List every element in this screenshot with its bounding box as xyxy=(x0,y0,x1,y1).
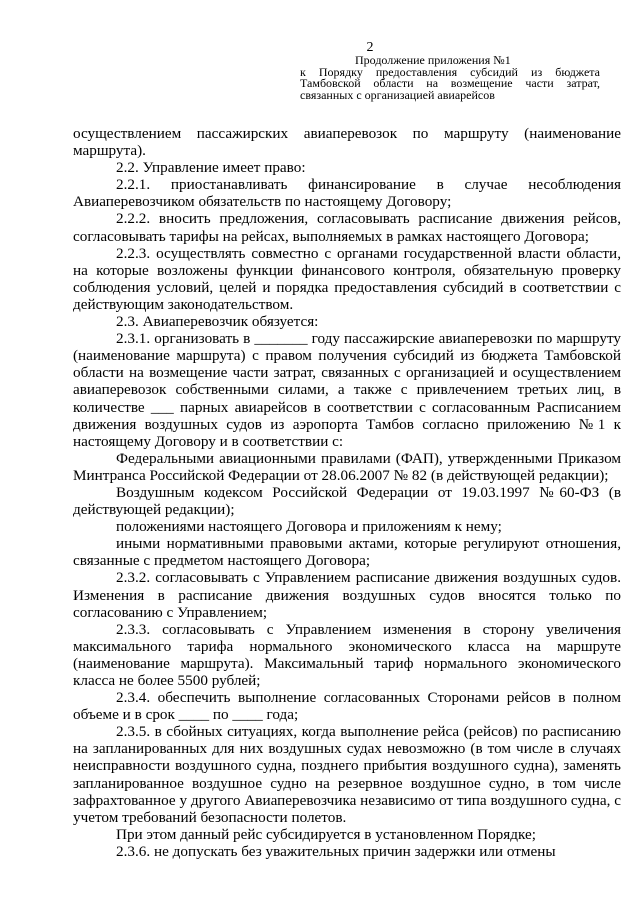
paragraph: 2.3.6. не допускать без уважительных причин задержки или отмены xyxy=(116,842,556,860)
paragraph: 2.2.1. приостанавливать финансирование в случае несоблюдения Авиаперевозчиком обязательств по настоящему Договору; xyxy=(73,176,621,211)
paragraph: Воздушным кодексом Российской Федерации от 19.03.1997 №60-ФЗ (в действующей редакции); xyxy=(73,483,621,519)
paragraph: При этом данный рейс субсидируется в установленном Порядке; xyxy=(116,825,536,843)
header-line: к Порядку предоставления субсидий из бюджета xyxy=(300,64,600,79)
paragraph: положениями настоящего Договора и приложениям к нему; xyxy=(116,518,502,536)
paragraph: 2.3.3. согласовывать с Управлением изменения в сторону увеличения максимального тарифа нормального экономического класса на маршруте (наименование маршрута). Максимальный тариф нормального экономического класса не более 5500 рублей; xyxy=(73,620,621,689)
paragraph: 2.3. Авиаперевозчик обязуется: xyxy=(116,313,319,331)
paragraph: 2.2. Управление имеет право: xyxy=(116,159,306,177)
paragraph: иными нормативными правовыми актами, которые регулируют отношения, связанные с предметом настоящего Договора; xyxy=(73,535,621,570)
header-line: Продолжение приложения №1 xyxy=(355,53,511,67)
document-body xyxy=(73,125,621,860)
header-line: Тамбовской области на возмещение части затрат, xyxy=(300,76,600,90)
paragraph: 2.2.3. осуществлять совместно с органами государственной власти области, на которые возложены функции финансового контроля, обязательную проверку соблюдения условий, целей и порядка предоставления субсидий в соответствии с действующим законодательством. xyxy=(73,244,621,313)
page-number: 2 xyxy=(366,40,374,55)
appendix-header xyxy=(300,55,600,101)
paragraph: 2.2.2. вносить предложения, согласовывать расписание движения рейсов, согласовывать тарифы на рейсах, выполняемых в рамках настоящего Договора; xyxy=(73,210,621,245)
paragraph: осуществлением пассажирских авиаперевозок по маршруту (наименование маршрута). xyxy=(73,125,621,160)
paragraph: 2.3.2. согласовывать с Управлением расписание движения воздушных судов. Изменения в расписание движения воздушных судов вносятся только по согласованию с Управлением; xyxy=(73,569,621,621)
paragraph: 2.3.1. организовать в _______ году пассажирские авиаперевозки по маршруту (наименование маршрута) с правом получения субсидий из бюджета Тамбовской области на возмещение части затрат, связанных с организацией и осуществлением авиаперевозок собственными силами, а также с привлечением третьих лиц, в количестве ___ парных авиарейсов в соответствии с согласованным Расписанием движения воздушных судов из аэропорта Тамбов согласно приложению №1 к настоящему Договору и в соответствии с: xyxy=(73,330,621,450)
paragraph: 2.3.4. обеспечить выполнение согласованных Сторонами рейсов в полном объеме и в срок ____ по ____ года; xyxy=(73,689,621,724)
header-line: связанных с организацией авиарейсов xyxy=(300,87,495,102)
paragraph: Федеральными авиационными правилами (ФАП), утвержденными Приказом Минтранса Российской Федерации от 28.06.2007 № 82 (в действующей редакции); xyxy=(73,449,621,484)
paragraph: 2.3.5. в сбойных ситуациях, когда выполнение рейса (рейсов) по расписанию на запланированных для них воздушных судах невозможно (в том числе в случаях неисправности воздушного судна, позднего прибытия воздушного судна), заменять запланированное воздушное судно на резервное воздушное судно, в том числе зафрахтованное у другого Авиаперевозчика независимо от типа воздушного судна, с учетом требований безопасности полетов. xyxy=(73,723,621,826)
